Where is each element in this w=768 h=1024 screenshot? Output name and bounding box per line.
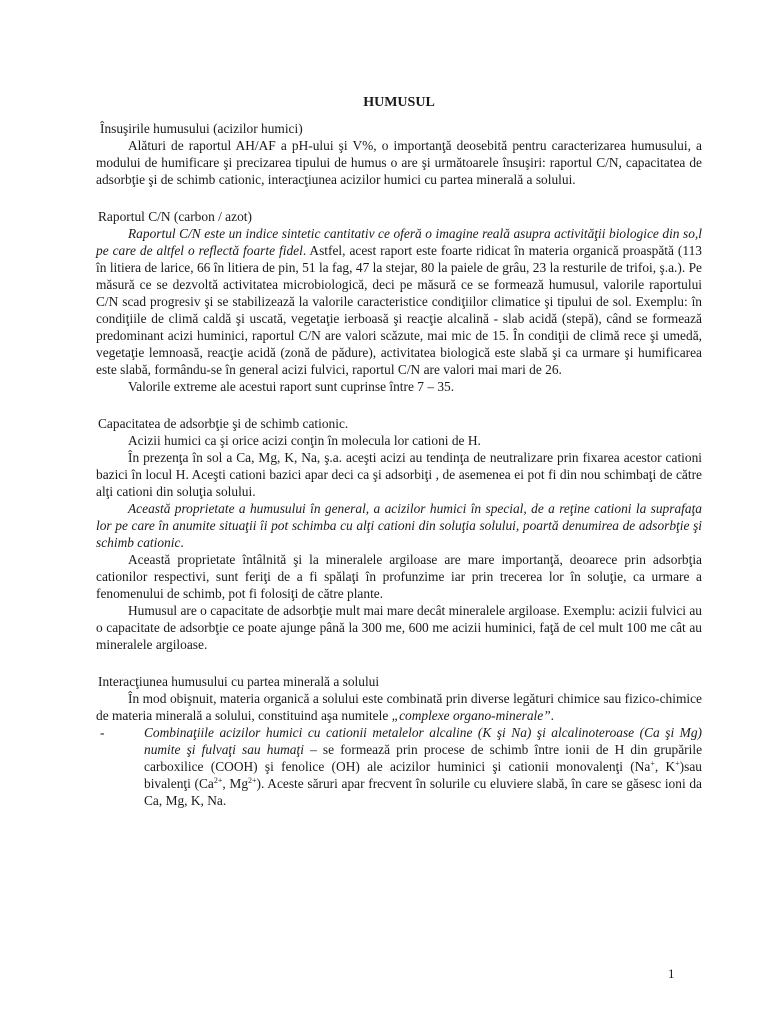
bullet-dash: - — [100, 725, 105, 740]
paragraph: În prezenţa în sol a Ca, Mg, K, Na, ş.a. aceşti acizi au tendinţa de neutralizare prin fixarea acestor cationi bazici în locul H. Aceşti cationi bazici apar deci ca şi adsorbiţi , de asemenea ei pot fi din nou schimbaţi de către alţi cationi din soluţia solului. — [96, 450, 702, 499]
section-heading-cn-ratio: Raportul C/N (carbon / azot) — [98, 209, 252, 224]
paragraph: Această proprietate întâlnită şi la mineralele argiloase are mare importanţă, deoarece prin adsorbţia cationilor respectivi, sunt feriţi de a fi spălaţi în profunzime iar prin trecerea lor în soluţie, ca urmare a fenomenului de schimb, pot fi folosiţi de către plante. — [96, 552, 702, 601]
italic-definition: Această proprietate a humusului în general, a acizilor humici în special, de a reţine cationi la suprafaţa lor pe care în anumite situaţii îi pot schimba cu alţi cationi din soluţia solului, poartă denumirea de adsorbţie şi schimb cationic — [96, 501, 702, 550]
paragraph: Acizii humici ca şi orice acizi conţin în molecula lor cationi de H. — [128, 433, 481, 448]
section-heading-interaction: Interacţiunea humusului cu partea minerală a solului — [98, 674, 380, 689]
section-heading-adsorption: Capacitatea de adsorbţie şi de schimb cationic. — [98, 416, 349, 431]
document-page — [96, 94, 702, 809]
list-item-text: Combinaţiile acizilor humici cu cationii metalelor alcaline (K şi Na) şi alcalinoteroase (Ca şi Mg) numite şi fulvaţi sau humaţi – se formează prin procese de schimb între ionii de H din grupările carboxilice (COOH) şi fenolice (OH) ale acizilor huminici şi cationii monovalenţi (Na+, K+)sau bivalenţi ($Ca^{2+}$, $Mg^{2+}$). Aceste săruri apar frecvent în solurile cu eluviere slabă, în care se găsesc ioni da Ca, Mg, K, Na. — [144, 725, 703, 808]
paragraph: Valorile extreme ale acestui raport sunt cuprinse între 7 – 35. — [128, 379, 455, 394]
page-number: 1 — [668, 966, 675, 981]
paragraph: În mod obişnuit, materia organică a solului este combinată prin diverse legături chimice sau fizico-chimice de materia minerală a solului, constituind aşa numitele „complexe organo-minerale”. — [96, 691, 702, 723]
paragraph: Raportul C/N este un indice sintetic cantitativ ce oferă o imagine reală asupra activităţii biologice din so,l pe care de altfel o reflectă foarte fidel. Astfel, acest raport este foarte ridicat în materia organică proaspătă (113 în litiera de larice, 66 în litiera de pin, 51 la fag, 47 la stejar, 80 la paiele de grâu, 23 la resturile de trifoi, ş.a.). Pe măsură ce se dezvoltă activitatea microbiologică, deci pe măsură ce se formează humusul, valorile raportului C/N scad progresiv şi se stabilizează la valorile caracteristice condiţiilor climatice şi tipului de sol. Exemplu: în condiţiile de climă caldă şi uscată, vegetaţie ierboasă şi reacţie alcalină - slab acidă (stepă), când se formează predominant acizi huminici, raportul C/N are valori scăzute, mai mic de 15. În condiţii de climă rece şi umedă, vegetaţie lemnoasă, reacţie acidă (zonă de pădure), activitatea biologică este slabă şi ca urmare şi humificarea este slabă, formându-se în general acizi fulvici, raportul C/N are valori mai mari de 26. — [96, 226, 702, 377]
list-item — [96, 724, 702, 809]
section-heading-properties: Însuşirile humusului (acizilor humici) — [100, 121, 303, 136]
italic-term: „complexe organo-minerale” — [391, 708, 551, 723]
paragraph: Această proprietate a humusului în general, a acizilor humici în special, de a reţine cationi la suprafaţa lor pe care în anumite situaţii îi pot schimba cu alţi cationi din soluţia solului, poartă denumirea de adsorbţie şi schimb cationic. — [96, 501, 702, 550]
paragraph: Humusul are o capacitate de adsorbţie mult mai mare decât mineralele argiloase. Exemplu: acizii fulvici au o capacitate de adsorbţie ce poate ajunge până la 300 me, 600 me acizii huminici, faţă de cel mult 100 me cât au mineralele argiloase. — [96, 603, 702, 652]
paragraph: Alături de raportul AH/AF a pH-ului şi V%, o importanţă deosebită pentru caracterizarea humusului, a modului de humificare şi precizarea tipului de humus o are şi următoarele însuşiri: raportul C/N, capacitatea de adsorbţie şi de schimb cationic, interacţiunea acizilor humici cu partea minerală a solului. — [96, 138, 702, 187]
italic-definition: Raportul C/N este un indice sintetic cantitativ ce oferă o imagine reală asupra activităţii biologice din so,l pe care de altfel o reflectă foarte fidel — [96, 226, 702, 258]
page-title: HUMUSUL — [363, 95, 435, 110]
